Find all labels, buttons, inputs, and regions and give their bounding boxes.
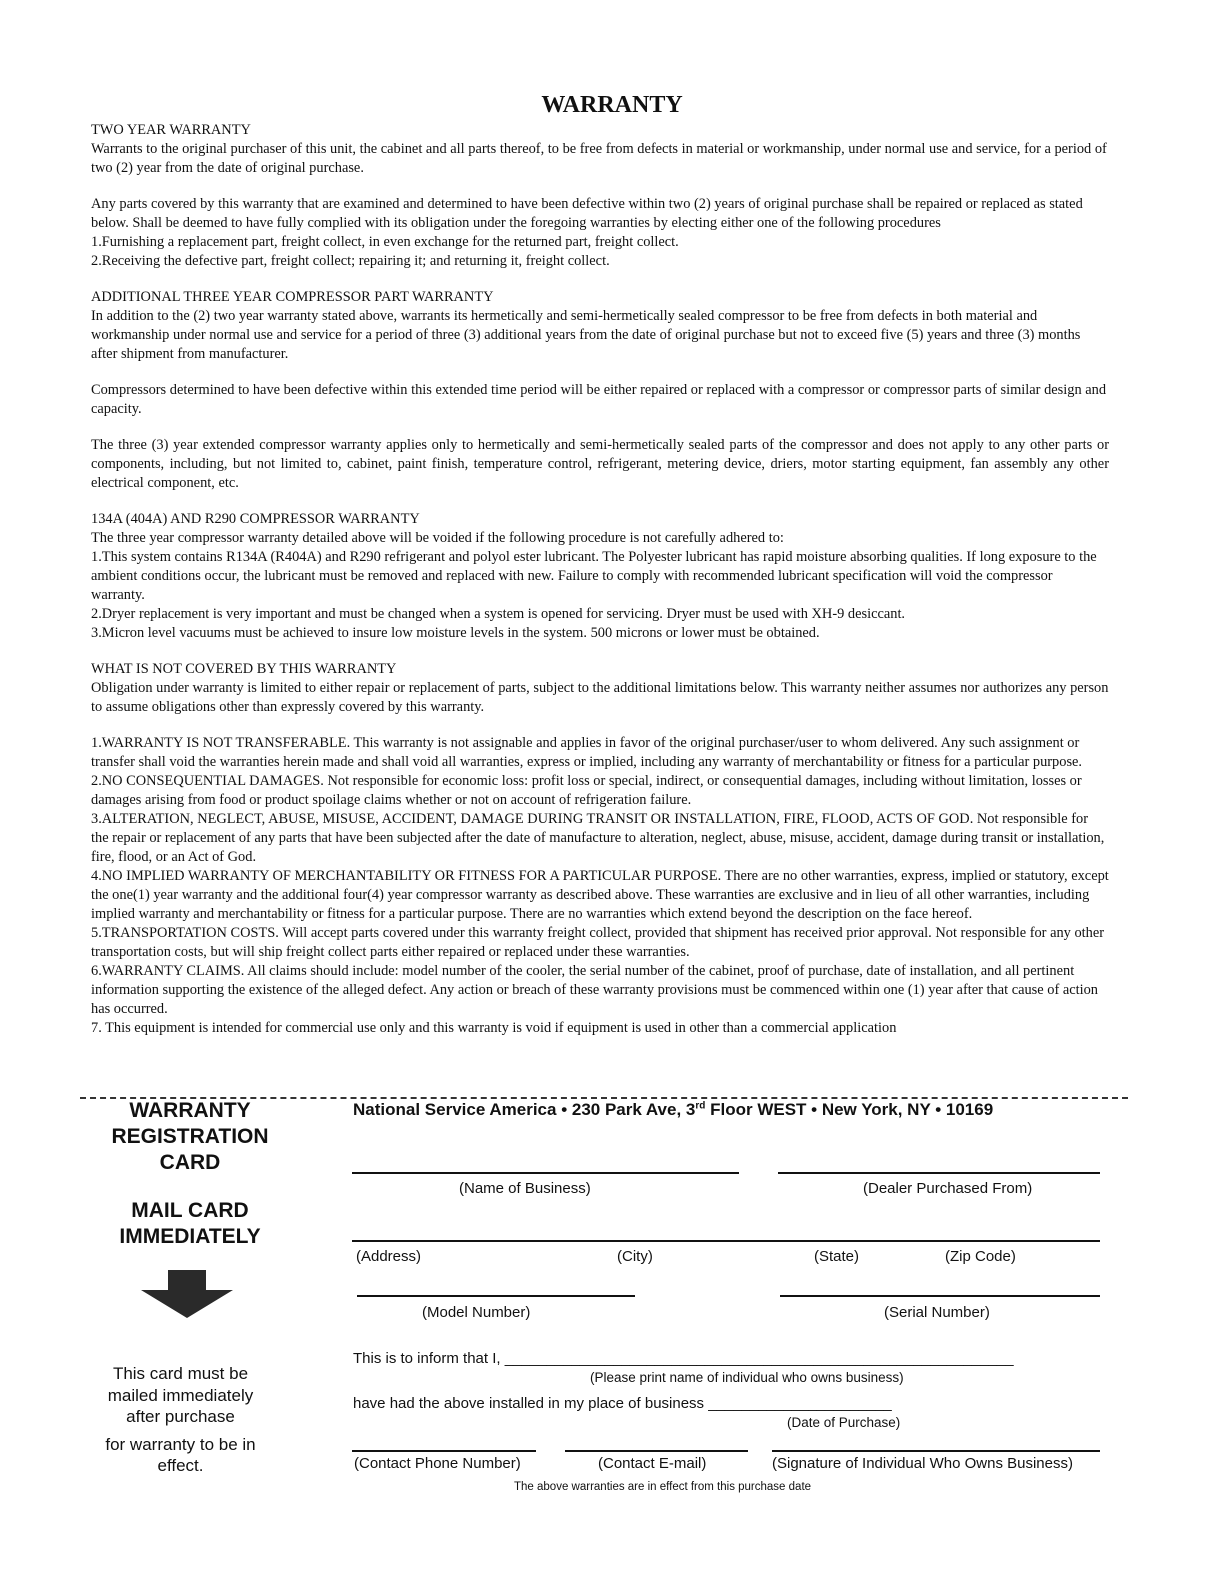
phone-line[interactable] bbox=[352, 1450, 536, 1452]
business-name-line[interactable] bbox=[352, 1172, 739, 1174]
business-name-label: (Name of Business) bbox=[459, 1180, 591, 1197]
not-covered-item-1: 1.WARRANTY IS NOT TRANSFERABLE. This warranty is not assignable and applies in favor of the original purchaser/user to whom delivered. Any such assignment or transfer shall void the warranties herein made and shall void all warranties, express or implied, including any warranty of merchantability or fitness for a particular purpose. bbox=[91, 735, 1083, 770]
address-line[interactable] bbox=[352, 1240, 1100, 1242]
dealer-label: (Dealer Purchased From) bbox=[863, 1180, 1033, 1197]
not-covered-item-7: 7. This equipment is intended for commercial use only and this warranty is void if equipment is used in other than a commercial application bbox=[91, 1020, 897, 1036]
three-year-paragraph-3: The three (3) year extended compressor warranty applies only to hermetically and semi-hermetically sealed parts of the compressor and does not apply to any other parts or components, including, but not limited to, cabinet, paint finish, temperature control, refrigerant, metering device, driers, motor starting equipment, fan assembly any other electrical component, etc. bbox=[91, 437, 1109, 491]
two-year-heading: TWO YEAR WARRANTY bbox=[91, 122, 251, 138]
not-covered-item-4: 4.NO IMPLIED WARRANTY OF MERCHANTABILITY OR FITNESS FOR A PARTICULAR PURPOSE. There are no other warranties, express, implied or statutory, except the one(1) year warranty and the additional four(4) year compressor warranty as described above. These warranties are exclusive and in lieu of all other warranties, including implied warranty and merchantability or fitness for a particular purpose. There are no warranties which extend beyond the description on the face hereof. bbox=[91, 868, 1109, 922]
inform-statement bbox=[353, 1350, 1014, 1367]
two-year-paragraph-1: Warrants to the original purchaser of this unit, the cabinet and all parts thereof, to be free from defects in material or workmanship, under normal use and service, for a period of two (2) year from the date of original purchase. bbox=[91, 141, 1107, 176]
signature-label: (Signature of Individual Who Owns Business) bbox=[772, 1455, 1073, 1472]
phone-label: (Contact Phone Number) bbox=[354, 1455, 521, 1472]
serial-number-line[interactable] bbox=[780, 1295, 1100, 1297]
model-number-label: (Model Number) bbox=[422, 1304, 531, 1321]
mail-card-line-1: MAIL CARD bbox=[131, 1199, 249, 1222]
mail-note-line-2: mailed immediately bbox=[107, 1385, 254, 1405]
not-covered-item-2: 2.NO CONSEQUENTIAL DAMAGES. Not responsible for economic loss: profit loss or special, indirect, or consequential damages, including without limitation, losses or damages arising from food or product spoilage claims whether or not on account of refrigeration failure. bbox=[91, 773, 1082, 808]
mail-note-line-5: effect. bbox=[157, 1456, 204, 1475]
mail-note-line-3: after purchase bbox=[126, 1407, 235, 1426]
not-covered-heading: WHAT IS NOT COVERED BY THIS WARRANTY bbox=[91, 661, 397, 677]
card-title-line-2: REGISTRATION bbox=[111, 1125, 269, 1148]
mail-note bbox=[68, 1363, 293, 1477]
r134-item-1: 1.This system contains R134A (R404A) and R290 refrigerant and polyol ester lubricant. The Polyester lubricant has rapid moisture absorbing qualities. If long exposure to the ambient conditions occur, the lubricant must be removed and replaced with new. Failure to comply with recommended lubricant specification will void the compressor warranty. bbox=[91, 549, 1097, 603]
not-covered-item-5: 5.TRANSPORTATION COSTS. Will accept parts covered under this warranty freight collect, provided that shipment has received prior approval. Not responsible for any other transportation costs, but will ship freight collect parts either repaired or replaced under these warranties. bbox=[91, 925, 1105, 960]
not-covered-item-6: 6.WARRANTY CLAIMS. All claims should include: model number of the cooler, the serial number of the cabinet, proof of purchase, date of installation, and all pertinent information supporting the existence of the alleged defect. Any action or breach of these warranty provisions must be commenced within one (1) year after that cause of action has occurred. bbox=[91, 963, 1098, 1017]
down-arrow-icon bbox=[141, 1270, 233, 1318]
mail-note-line-4: for warranty to be in bbox=[105, 1434, 256, 1454]
mail-card-line-2: IMMEDIATELY bbox=[119, 1225, 261, 1248]
email-label: (Contact E-mail) bbox=[598, 1455, 707, 1472]
serial-number-label: (Serial Number) bbox=[884, 1304, 990, 1321]
mail-card-heading bbox=[80, 1198, 300, 1250]
warranty-text bbox=[91, 121, 1109, 1038]
installed-text: have had the above installed in my place of business bbox=[353, 1395, 709, 1412]
city-label: (City) bbox=[617, 1248, 653, 1265]
not-covered-item-3: 3.ALTERATION, NEGLECT, ABUSE, MISUSE, ACCIDENT, DAMAGE DURING TRANSIT OR INSTALLATION, FIRE, FLOOD, ACTS OF GOD. Not responsible for the repair or replacement of any parts that have been subjected after the date of manufacture to alteration, neglect, abuse, misuse, accident, damage during transit or installation, fire, flood, or an Act of God. bbox=[91, 811, 1105, 865]
mailing-address-sup: rd bbox=[695, 1100, 706, 1112]
mailing-address-prefix: National Service America • 230 Park Ave, 3 bbox=[353, 1100, 696, 1119]
email-line[interactable] bbox=[565, 1450, 748, 1452]
owner-name-blank[interactable]: _____________________________________________________________ bbox=[504, 1350, 1014, 1367]
signature-line[interactable] bbox=[772, 1450, 1100, 1452]
purchase-date-label: (Date of Purchase) bbox=[787, 1415, 901, 1430]
card-title-line-1: WARRANTY bbox=[129, 1099, 251, 1122]
r134-paragraph: The three year compressor warranty detailed above will be voided if the following procedure is not carefully adhered to: bbox=[91, 530, 784, 546]
not-covered-paragraph: Obligation under warranty is limited to either repair or replacement of parts, subject to the additional limitations below. This warranty neither assumes nor authorizes any person to assume obligations other than expressly covered by this warranty. bbox=[91, 680, 1109, 715]
card-title-line-3: CARD bbox=[159, 1151, 221, 1174]
mailing-address-suffix: Floor WEST • New York, NY • 10169 bbox=[705, 1100, 994, 1119]
address-label: (Address) bbox=[356, 1248, 422, 1265]
installed-statement bbox=[353, 1395, 892, 1412]
print-name-label: (Please print name of individual who owns business) bbox=[590, 1370, 904, 1385]
two-year-item-1: 1.Furnishing a replacement part, freight collect, in even exchange for the returned part, freight collect. bbox=[91, 234, 679, 250]
purchase-date-blank[interactable]: ______________________ bbox=[708, 1395, 892, 1412]
r134-heading: 134A (404A) AND R290 COMPRESSOR WARRANTY bbox=[91, 511, 420, 527]
page-title: WARRANTY bbox=[541, 92, 683, 118]
zip-label: (Zip Code) bbox=[945, 1248, 1016, 1265]
mailing-address bbox=[353, 1100, 993, 1120]
r134-item-3: 3.Micron level vacuums must be achieved to insure low moisture levels in the system. 500 microns or lower must be obtained. bbox=[91, 625, 820, 641]
three-year-paragraph-2: Compressors determined to have been defective within this extended time period will be either repaired or replaced with a compressor or compressor parts of similar design and capacity. bbox=[91, 382, 1107, 417]
footer-note: The above warranties are in effect from this purchase date bbox=[514, 1481, 812, 1493]
three-year-paragraph-1: In addition to the (2) two year warranty stated above, warrants its hermetically and semi-hermetically sealed compressor to be free from defects in both material and workmanship under normal use and service for a period of three (3) additional years from the date of original purchase but not to exceed five (5) years and three (3) months after shipment from manufacturer. bbox=[91, 308, 1081, 362]
card-title bbox=[80, 1098, 300, 1176]
r134-item-2: 2.Dryer replacement is very important and must be changed when a system is opened for servicing. Dryer must be used with XH-9 desiccant. bbox=[91, 606, 906, 622]
two-year-item-2: 2.Receiving the defective part, freight collect; repairing it; and returning it, freight collect. bbox=[91, 253, 610, 269]
state-label: (State) bbox=[814, 1248, 860, 1265]
mail-note-line-1: This card must be bbox=[112, 1364, 249, 1383]
three-year-heading: ADDITIONAL THREE YEAR COMPRESSOR PART WARRANTY bbox=[91, 289, 494, 305]
inform-text: This is to inform that I, bbox=[353, 1350, 505, 1367]
model-number-line[interactable] bbox=[357, 1295, 635, 1297]
two-year-paragraph-2: Any parts covered by this warranty that are examined and determined to have been defective within two (2) years of original purchase shall be repaired or replaced as stated below. Shall be deemed to have fully complied with its obligation under the foregoing warranties by electing either one of the following procedures bbox=[91, 196, 1083, 231]
dealer-line[interactable] bbox=[778, 1172, 1100, 1174]
